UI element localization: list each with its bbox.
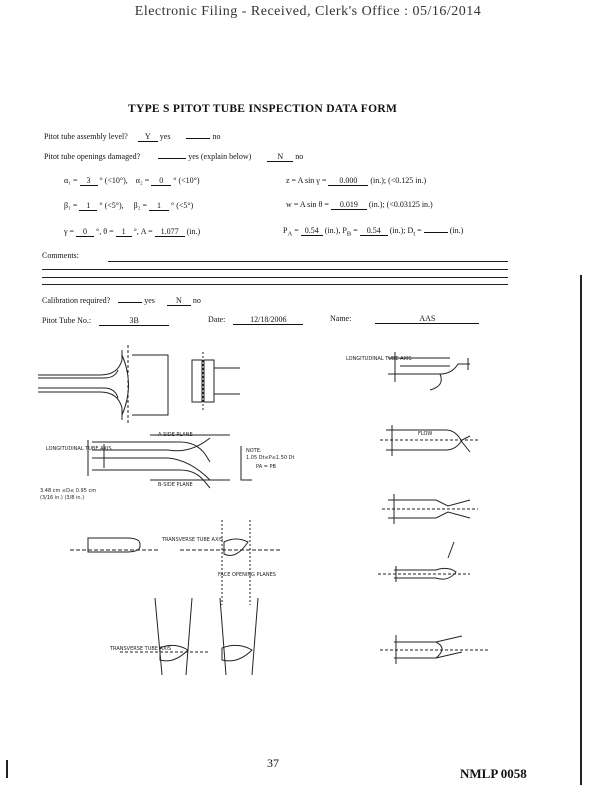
level-no-label: no xyxy=(212,132,221,141)
note-line-2: 1.05 Dt≤P≤1.50 Dt xyxy=(246,455,295,461)
name-field[interactable]: AAS xyxy=(375,314,479,324)
date-field[interactable]: 12/18/2006 xyxy=(233,315,303,325)
alpha1-label: α₁ = xyxy=(64,176,78,185)
z-field[interactable]: 0.000 xyxy=(328,176,368,186)
level-yes-label: yes xyxy=(159,132,171,141)
beta1-label: β₁ = xyxy=(64,201,78,210)
a-unit: (in.) xyxy=(186,227,201,236)
tube-no-row xyxy=(42,316,169,326)
dt-unit: (in.) xyxy=(449,226,464,235)
page-number: 37 xyxy=(267,756,279,770)
dims-label-1: 3.48 cm ≤D≤ 0.95 cm xyxy=(40,488,97,494)
name-label: Name: xyxy=(330,314,352,323)
a-field[interactable]: 1.077 xyxy=(155,227,185,237)
comments-line-2[interactable] xyxy=(42,269,508,270)
w-field[interactable]: 0.019 xyxy=(331,200,367,210)
dims-label-2: (3/16 in.) (3/8 in.) xyxy=(40,495,85,501)
pb-field[interactable]: 0.54 xyxy=(360,226,388,236)
dt-sub: t xyxy=(413,230,416,238)
note-line-3: PA = PB xyxy=(256,464,276,470)
name-row xyxy=(330,314,479,324)
calibration-yes-field[interactable] xyxy=(118,302,142,303)
beta1-field[interactable]: 1 xyxy=(79,201,97,211)
damaged-label: Pitot tube openings damaged? xyxy=(44,152,141,161)
z-label: z = A sin γ = xyxy=(286,176,327,185)
w-row xyxy=(286,200,433,210)
tube-no-field[interactable]: 3B xyxy=(99,316,169,326)
beta2-field[interactable]: 1 xyxy=(149,201,169,211)
pa-unit: (in.), P xyxy=(324,226,347,235)
calibration-question xyxy=(42,296,201,306)
tube-no-label: Pitot Tube No.: xyxy=(42,316,92,325)
longitudinal-axis-label: LONGITUDINAL TUBE AXIS xyxy=(46,446,112,452)
form-title: TYPE S PITOT TUBE INSPECTION DATA FORM xyxy=(128,103,398,115)
right-margin-bar xyxy=(580,275,582,785)
level-no-field[interactable] xyxy=(186,138,210,139)
date-label: Date: xyxy=(208,315,226,324)
damaged-question xyxy=(44,152,303,162)
alpha-row xyxy=(64,176,200,186)
damaged-yes-label: yes (explain below) xyxy=(188,152,252,161)
damaged-no-label: no xyxy=(295,152,304,161)
alpha2-unit: ° (<10°) xyxy=(173,176,200,185)
a-side-label: A-SIDE PLANE xyxy=(158,432,193,438)
document-id: NMLP 0058 xyxy=(460,766,527,781)
comments-line-4[interactable] xyxy=(42,284,508,285)
filing-header: Electronic Filing - Received, Clerk's Office : 05/16/2014 xyxy=(134,4,482,19)
damaged-no-field[interactable]: N xyxy=(267,152,293,162)
pa-pb-row xyxy=(283,226,463,238)
left-margin-mark xyxy=(6,760,8,778)
z-unit: (in.); (<0.125 in.) xyxy=(370,176,427,185)
transverse-axis-label: TRANSVERSE TUBE AXIS xyxy=(162,537,224,543)
z-row xyxy=(286,176,426,186)
longitudinal-axis-label-2: LONGITUDINAL TUBE AXIS xyxy=(346,356,412,362)
b-side-label: B-SIDE PLANE xyxy=(158,482,193,488)
damaged-yes-field[interactable] xyxy=(158,158,186,159)
alpha2-label: α₂ = xyxy=(135,176,150,185)
dt-eq: = xyxy=(417,226,422,235)
pa-eq: = xyxy=(294,226,299,235)
calibration-yes-label: yes xyxy=(144,296,155,305)
gamma-field[interactable]: 0 xyxy=(76,227,94,237)
flow-label: FLOW xyxy=(418,431,433,437)
calibration-no-label: no xyxy=(192,296,201,305)
level-question xyxy=(44,132,220,142)
face-planes-label: FACE OPENING PLANES xyxy=(218,572,276,578)
pb-sub: B xyxy=(346,230,352,238)
level-label: Pitot tube assembly level? xyxy=(44,132,128,141)
w-unit: (in.); (<0.03125 in.) xyxy=(368,200,433,209)
pa-sub: A xyxy=(287,230,293,238)
beta1-unit: ° (<5°), xyxy=(99,201,124,210)
pb-eq: = xyxy=(353,226,358,235)
pa-label: P xyxy=(283,226,288,235)
note-label: NOTE: xyxy=(246,448,262,454)
comments-line-3[interactable] xyxy=(42,277,508,278)
gamma-label: γ = xyxy=(64,227,75,236)
alpha1-unit: ° (<10°), xyxy=(99,176,128,185)
a-label: °, A = xyxy=(133,227,153,236)
beta-row xyxy=(64,201,193,211)
theta-label: °, θ = xyxy=(96,227,114,236)
comments-line-1[interactable] xyxy=(108,261,508,262)
w-label: w = A sin θ = xyxy=(286,200,329,209)
alpha2-field[interactable]: 0 xyxy=(151,176,171,186)
dt-field[interactable] xyxy=(424,232,448,233)
beta2-unit: ° (<5°) xyxy=(171,201,194,210)
pitot-tube-diagrams xyxy=(0,330,616,710)
theta-field[interactable]: 1 xyxy=(116,227,132,237)
alpha1-field[interactable]: 3 xyxy=(80,176,98,186)
gamma-row xyxy=(64,227,200,237)
beta2-label: β₂ = xyxy=(133,201,147,210)
level-yes-field[interactable]: Y xyxy=(138,132,158,142)
comments-label: Comments: xyxy=(42,251,79,260)
dt-label: (in.); D xyxy=(389,226,414,235)
transverse-axis-label-2: TRANSVERSE TUBE AXIS xyxy=(110,646,172,652)
pa-field[interactable]: 0.54 xyxy=(301,226,323,236)
calibration-label: Calibration required? xyxy=(42,296,111,305)
calibration-no-field[interactable]: N xyxy=(167,296,191,306)
date-row xyxy=(208,315,303,325)
